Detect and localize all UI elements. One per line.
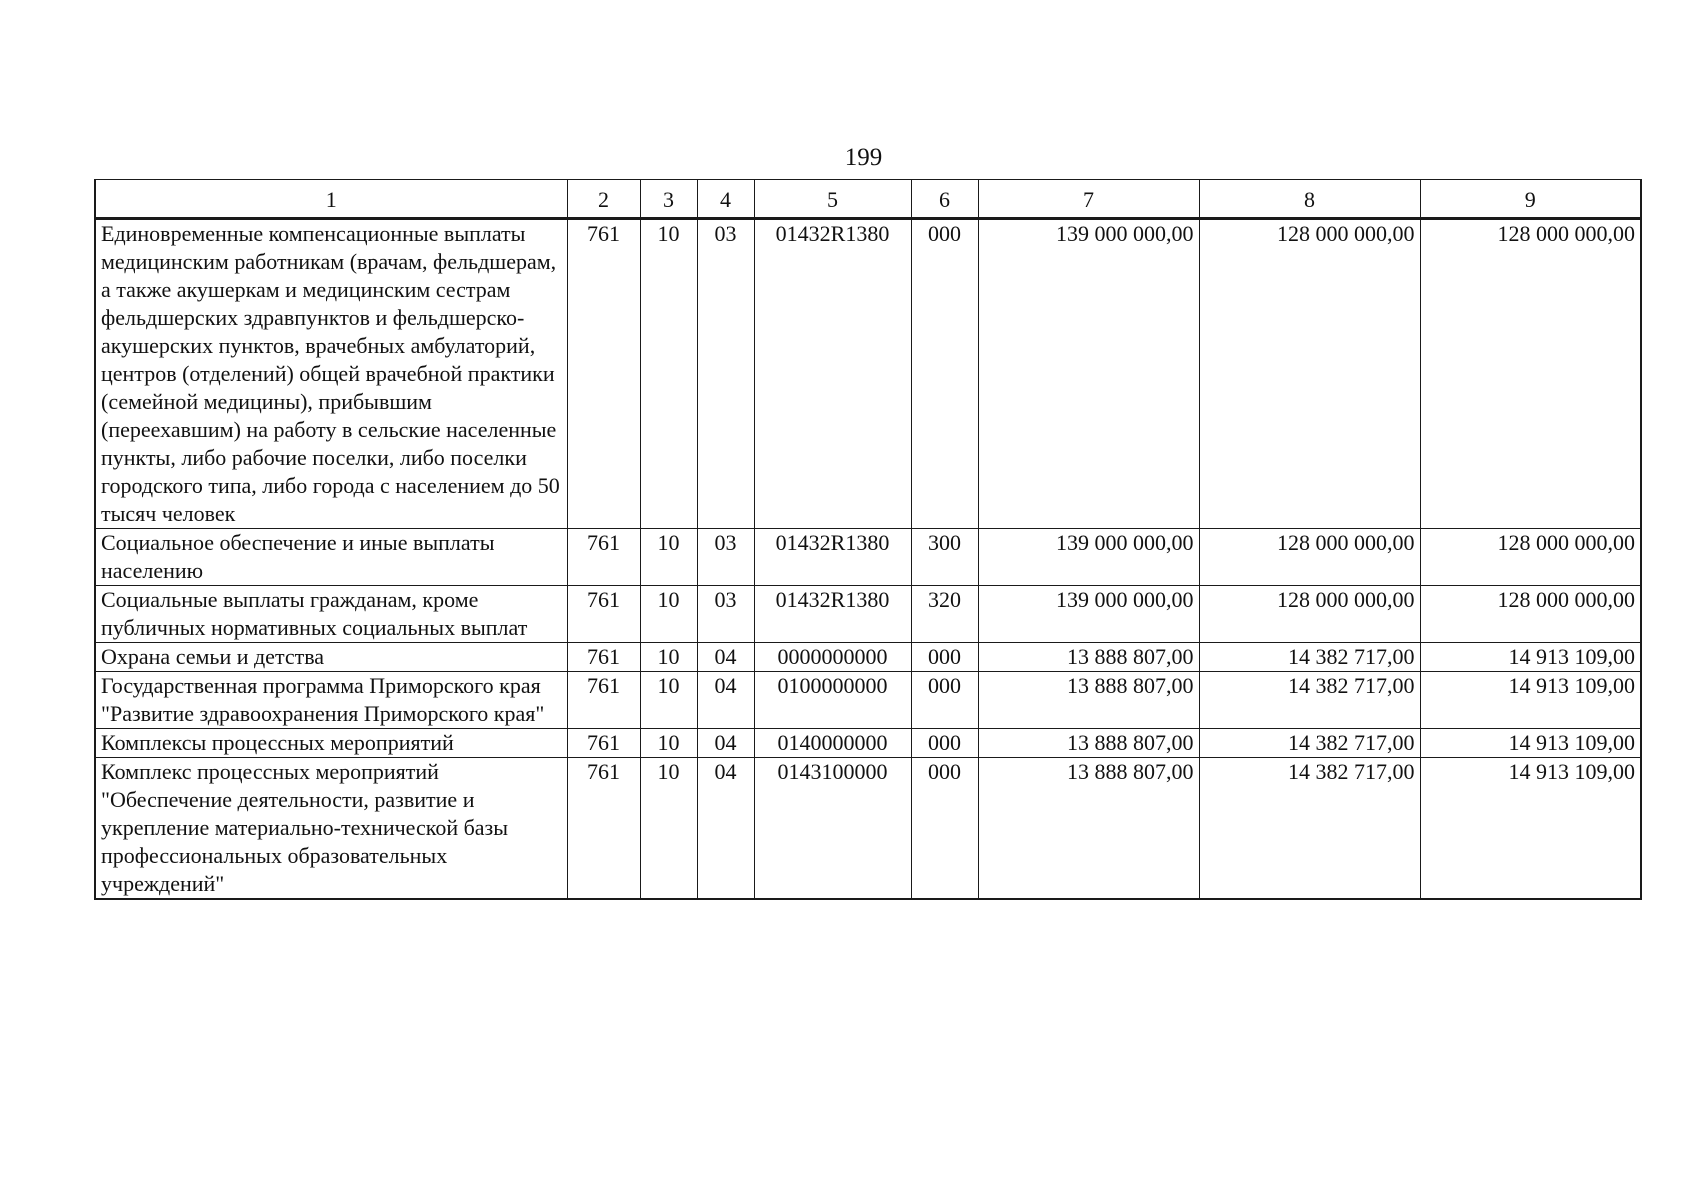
code-col-2: 761 (567, 529, 640, 586)
amount-col-8: 128 000 000,00 (1199, 219, 1420, 529)
code-col-2: 761 (567, 219, 640, 529)
code-col-5: 0000000000 (754, 643, 911, 672)
table-row (95, 219, 1641, 529)
row-description: Социальные выплаты гражданам, кроме публичных нормативных социальных выплат (95, 586, 567, 643)
column-header-3: 3 (640, 180, 697, 219)
code-col-4: 04 (697, 643, 754, 672)
column-header-1: 1 (95, 180, 567, 219)
table-row (95, 643, 1641, 672)
row-description: Социальное обеспечение и иные выплаты населению (95, 529, 567, 586)
code-col-4: 03 (697, 586, 754, 643)
table-row (95, 729, 1641, 758)
amount-col-7: 13 888 807,00 (978, 758, 1199, 900)
budget-table (94, 179, 1642, 900)
code-col-5: 0100000000 (754, 672, 911, 729)
amount-col-9: 128 000 000,00 (1420, 219, 1641, 529)
amount-col-7: 139 000 000,00 (978, 529, 1199, 586)
amount-col-9: 14 913 109,00 (1420, 672, 1641, 729)
code-col-6: 000 (911, 672, 978, 729)
table-row (95, 529, 1641, 586)
column-header-8: 8 (1199, 180, 1420, 219)
code-col-3: 10 (640, 219, 697, 529)
code-col-5: 01432R1380 (754, 219, 911, 529)
code-col-3: 10 (640, 758, 697, 900)
column-header-6: 6 (911, 180, 978, 219)
column-header-9: 9 (1420, 180, 1641, 219)
code-col-3: 10 (640, 672, 697, 729)
amount-col-8: 14 382 717,00 (1199, 672, 1420, 729)
row-description: Государственная программа Приморского края "Развитие здравоохранения Приморского края" (95, 672, 567, 729)
code-col-3: 10 (640, 586, 697, 643)
amount-col-9: 128 000 000,00 (1420, 586, 1641, 643)
row-description: Единовременные компенсационные выплаты медицинским работникам (врачам, фельдшерам, а также акушеркам и медицинским сестрам фельдшерских здравпунктов и фельдшерско-акушерских пунктов, врачебных амбулаторий, центров (отделений) общей врачебной практики (семейной медицины), прибывшим (переехавшим) на работу в сельские населенные пункты, либо рабочие поселки, либо поселки городского типа, либо города с населением до 50 тысяч человек (95, 219, 567, 529)
header-row (95, 180, 1641, 219)
table-row (95, 672, 1641, 729)
code-col-6: 300 (911, 529, 978, 586)
code-col-6: 000 (911, 729, 978, 758)
code-col-6: 000 (911, 219, 978, 529)
code-col-3: 10 (640, 643, 697, 672)
code-col-3: 10 (640, 729, 697, 758)
amount-col-8: 14 382 717,00 (1199, 758, 1420, 900)
code-col-4: 03 (697, 529, 754, 586)
code-col-5: 01432R1380 (754, 586, 911, 643)
code-col-3: 10 (640, 529, 697, 586)
amount-col-7: 13 888 807,00 (978, 729, 1199, 758)
code-col-6: 000 (911, 643, 978, 672)
row-description: Комплекс процессных мероприятий "Обеспечение деятельности, развитие и укрепление материально-технической базы профессиональных образовательных учреждений" (95, 758, 567, 900)
amount-col-7: 139 000 000,00 (978, 219, 1199, 529)
row-description: Охрана семьи и детства (95, 643, 567, 672)
code-col-6: 000 (911, 758, 978, 900)
amount-col-8: 128 000 000,00 (1199, 586, 1420, 643)
amount-col-7: 13 888 807,00 (978, 672, 1199, 729)
row-description: Комплексы процессных мероприятий (95, 729, 567, 758)
code-col-4: 04 (697, 758, 754, 900)
table-row (95, 586, 1641, 643)
amount-col-7: 13 888 807,00 (978, 643, 1199, 672)
amount-col-8: 14 382 717,00 (1199, 643, 1420, 672)
code-col-4: 03 (697, 219, 754, 529)
amount-col-8: 14 382 717,00 (1199, 729, 1420, 758)
amount-col-9: 14 913 109,00 (1420, 758, 1641, 900)
column-header-4: 4 (697, 180, 754, 219)
code-col-5: 0140000000 (754, 729, 911, 758)
column-header-2: 2 (567, 180, 640, 219)
code-col-2: 761 (567, 643, 640, 672)
code-col-5: 0143100000 (754, 758, 911, 900)
code-col-5: 01432R1380 (754, 529, 911, 586)
table-row (95, 758, 1641, 900)
code-col-6: 320 (911, 586, 978, 643)
amount-col-7: 139 000 000,00 (978, 586, 1199, 643)
amount-col-9: 14 913 109,00 (1420, 729, 1641, 758)
code-col-2: 761 (567, 729, 640, 758)
amount-col-9: 128 000 000,00 (1420, 529, 1641, 586)
amount-col-9: 14 913 109,00 (1420, 643, 1641, 672)
column-header-5: 5 (754, 180, 911, 219)
column-header-7: 7 (978, 180, 1199, 219)
code-col-2: 761 (567, 586, 640, 643)
code-col-4: 04 (697, 729, 754, 758)
code-col-2: 761 (567, 672, 640, 729)
code-col-2: 761 (567, 758, 640, 900)
amount-col-8: 128 000 000,00 (1199, 529, 1420, 586)
page-number: 199 (844, 144, 883, 171)
code-col-4: 04 (697, 672, 754, 729)
